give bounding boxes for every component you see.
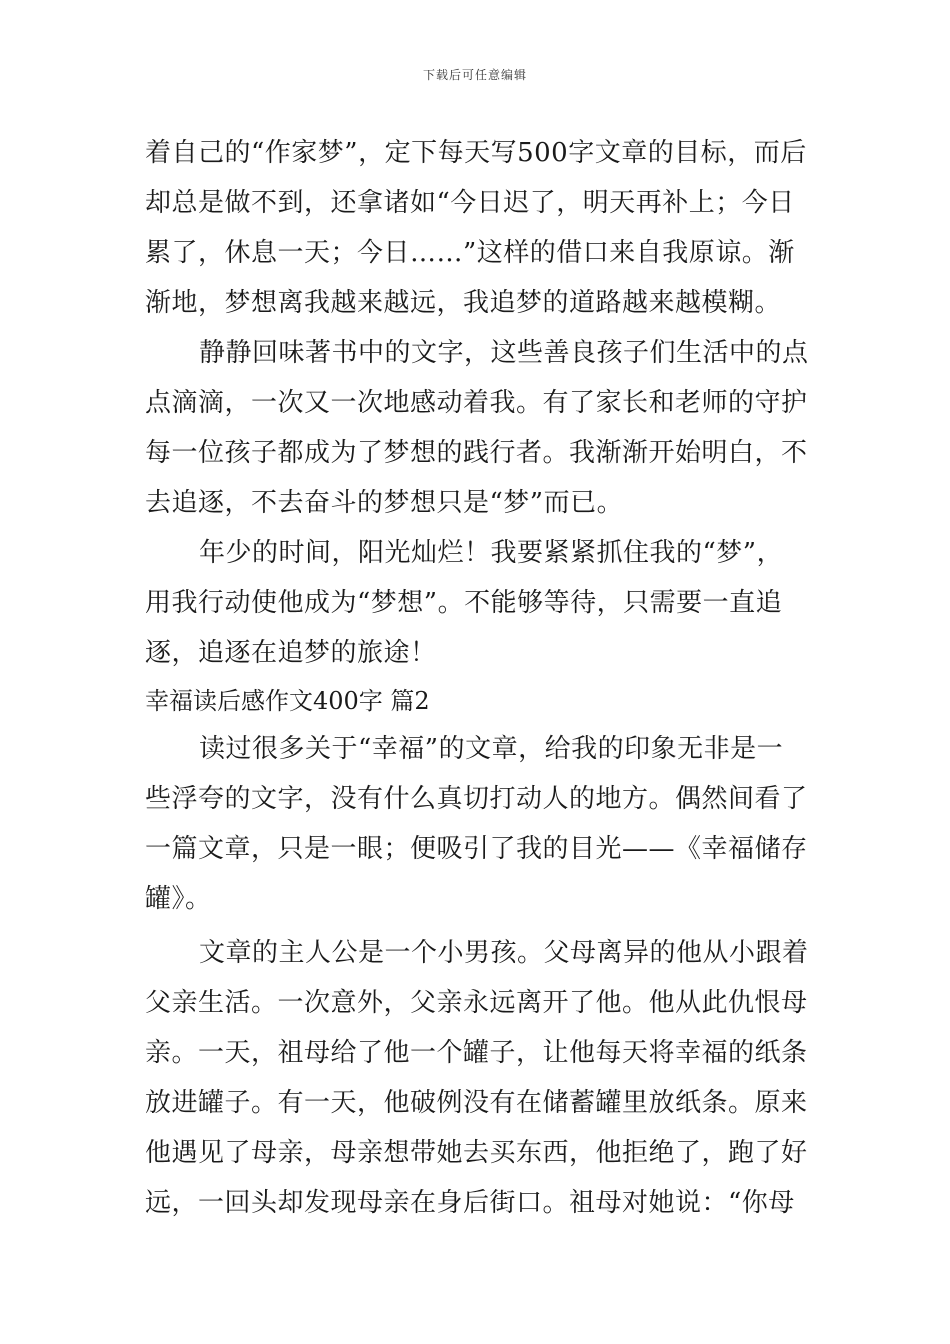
- text-line: 逐，追逐在追梦的旅途！: [145, 638, 437, 668]
- section-title: 幸福读后感作文400字 篇2: [145, 687, 430, 715]
- text-line: 每一位孩子都成为了梦想的践行者。我渐渐开始明白，不: [145, 438, 808, 468]
- text-line: 亲。一天，祖母给了他一个罐子，让他每天将幸福的纸条: [145, 1038, 808, 1068]
- text-line: 一篇文章，只是一眼；便吸引了我的目光——《幸福储存: [145, 834, 808, 864]
- text-line: 他遇见了母亲，母亲想带她去买东西，他拒绝了，跑了好: [145, 1138, 808, 1168]
- paragraph-4: [145, 724, 810, 924]
- paragraph-3: [145, 528, 810, 678]
- text-line: 父亲生活。一次意外，父亲永远离开了他。他从此仇恨母: [145, 988, 808, 1018]
- text-line: 去追逐，不去奋斗的梦想只是“梦”而已。: [145, 488, 624, 518]
- text-line: 静静回味著书中的文字，这些善良孩子们生活中的点: [199, 338, 809, 368]
- text-line: 渐地，梦想离我越来越远，我追梦的道路越来越模糊。: [145, 288, 782, 318]
- paragraph-1: [145, 128, 810, 328]
- text-line: 读过很多关于“幸福”的文章，给我的印象无非是一: [199, 734, 784, 764]
- text-line: 些浮夸的文字，没有什么真切打动人的地方。偶然间看了: [145, 784, 808, 814]
- text-line: 放进罐子。有一天，他破例没有在储蓄罐里放纸条。原来: [145, 1088, 808, 1118]
- text-line: 年少的时间，阳光灿烂！我要紧紧抓住我的“梦”，: [199, 538, 784, 568]
- text-line: 罐》。: [145, 884, 212, 914]
- text-line: 点滴滴，一次又一次地感动着我。有了家长和老师的守护: [145, 388, 808, 418]
- paragraph-5: [145, 928, 810, 1228]
- text-line: 文章的主人公是一个小男孩。父母离异的他从小跟着: [199, 938, 809, 968]
- text-line: 用我行动使他成为“梦想”。不能够等待，只需要一直追: [145, 588, 783, 618]
- paragraph-2: [145, 328, 810, 528]
- download-note: 下载后可任意编辑: [422, 68, 527, 82]
- text-line: 累了，休息一天；今日……”这样的借口来自我原谅。渐: [145, 238, 795, 268]
- text-line: 着自己的“作家梦”，定下每天写500字文章的目标，而后: [145, 138, 807, 168]
- text-line: 远，一回头却发现母亲在身后街口。祖母对她说：“你母: [145, 1188, 795, 1218]
- text-line: 却总是做不到，还拿诸如“今日迟了，明天再补上；今日: [145, 188, 795, 218]
- document-body: [145, 128, 810, 1228]
